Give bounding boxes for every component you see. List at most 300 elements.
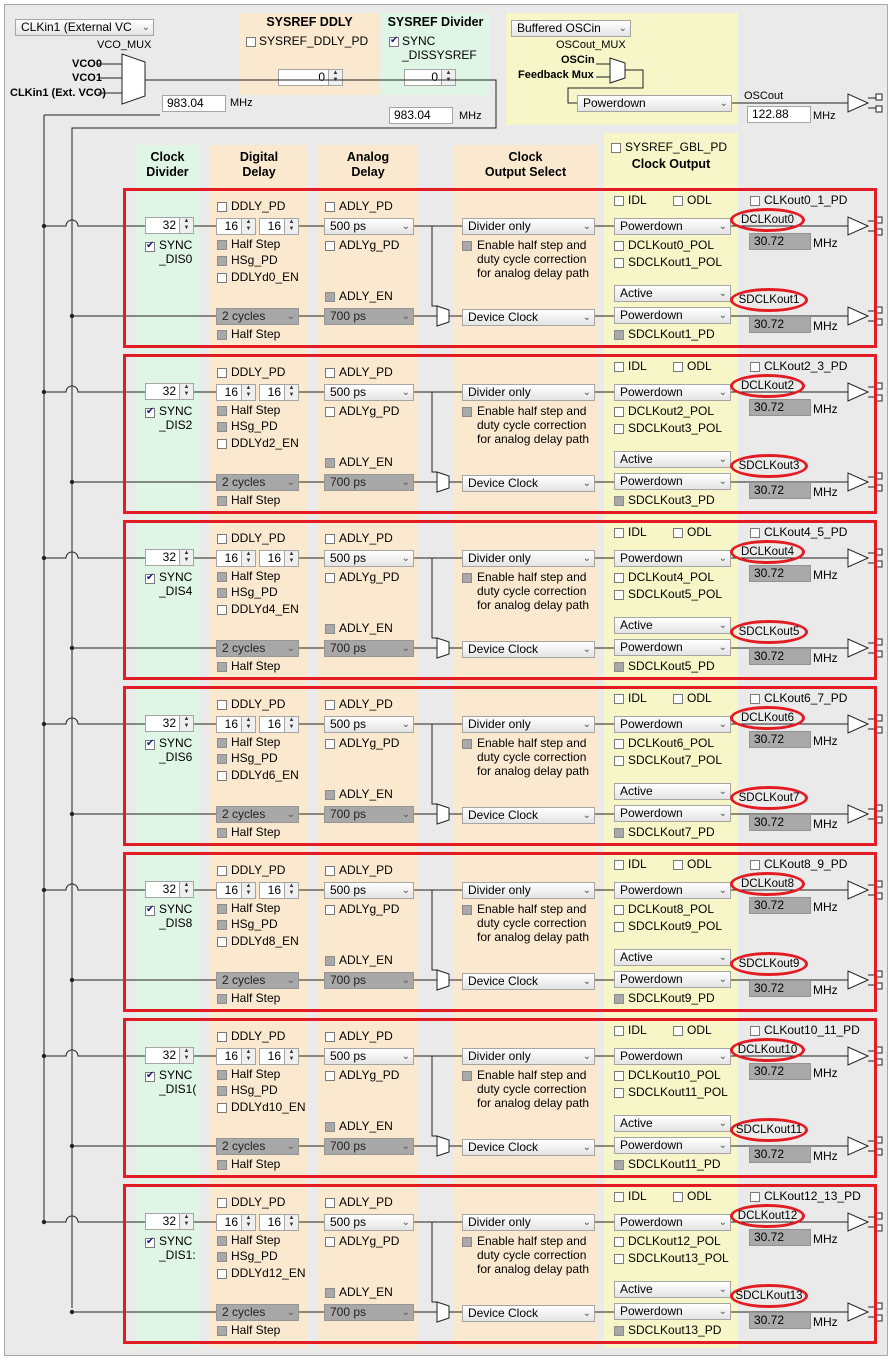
digital-delay-a-spinner[interactable] xyxy=(216,550,256,567)
dclk-pol-checkbox[interactable] xyxy=(614,739,624,749)
adly-pd-label: ADLY_PD xyxy=(339,199,393,213)
dclk-pol-checkbox[interactable] xyxy=(614,573,624,583)
idl-checkbox[interactable] xyxy=(614,1192,624,1202)
sync-dis-checkbox[interactable] xyxy=(145,242,155,252)
spinner-arrows-icon[interactable]: ▲ ▼ xyxy=(179,218,193,233)
dclk-pol-label: DCLKout8_POL xyxy=(628,902,715,916)
sdclk-format-select[interactable] xyxy=(614,307,731,324)
dclk-unit: MHz xyxy=(813,1232,838,1246)
cycles-select[interactable] xyxy=(216,1304,299,1321)
dclkout-label: DCLKout2 xyxy=(740,380,795,392)
chevron-down-icon: ⌄ xyxy=(718,808,727,819)
chevron-down-icon: ⌄ xyxy=(582,644,591,655)
dclk-format-select-value: Powerdown xyxy=(620,551,683,565)
sdclk-format-select[interactable] xyxy=(614,1137,731,1154)
clk-pd-label: CLKout0_1_PD xyxy=(764,193,848,207)
sdclk-pol-checkbox[interactable] xyxy=(614,1254,624,1264)
adlyg-pd-checkbox[interactable] xyxy=(325,241,335,251)
idl-checkbox[interactable] xyxy=(614,694,624,704)
digital-delay-b-spinner-value: 16 xyxy=(267,551,281,565)
dclkout-label: DCLKout8 xyxy=(740,878,795,890)
spinner-arrows-icon[interactable]: ▲ ▼ xyxy=(241,551,255,566)
adly-pd-checkbox[interactable] xyxy=(325,866,335,876)
buffered-oscin-value: Buffered OSCin xyxy=(517,21,601,35)
spinner-arrows-icon[interactable]: ▲ ▼ xyxy=(284,1049,298,1064)
adlyg-pd-label: ADLYg_PD xyxy=(339,1234,400,1248)
idl-checkbox[interactable] xyxy=(614,860,624,870)
sysref-output-select[interactable] xyxy=(462,1139,595,1156)
sdclk-format-select[interactable] xyxy=(614,971,731,988)
oscout-mux-label: OSCout_MUX xyxy=(556,39,626,51)
spinner-arrows-icon[interactable]: ▲ ▼ xyxy=(179,716,193,731)
chevron-down-icon: ⌄ xyxy=(718,1140,727,1151)
clk-pd-checkbox[interactable] xyxy=(750,528,760,538)
digital-delay-a-spinner[interactable] xyxy=(216,716,256,733)
clk-pd-label: CLKout8_9_PD xyxy=(764,857,848,871)
digital-delay-b-spinner[interactable] xyxy=(259,550,299,567)
ddly-pd-label: DDLY_PD xyxy=(231,863,286,877)
clock-divider-spinner[interactable] xyxy=(145,1047,194,1064)
adlyg-pd-checkbox[interactable] xyxy=(325,739,335,749)
adly-pd-checkbox[interactable] xyxy=(325,534,335,544)
sdclk-unit: MHz xyxy=(813,817,838,831)
digital-delay-b-spinner-value: 16 xyxy=(267,1215,281,1229)
sdclk-pd-checkbox xyxy=(614,662,624,672)
odl-label: ODL xyxy=(687,525,712,539)
vco-unit: MHz xyxy=(230,97,253,109)
idl-checkbox[interactable] xyxy=(614,196,624,206)
odl-checkbox[interactable] xyxy=(673,1192,683,1202)
sysref-output-select[interactable] xyxy=(462,1305,595,1322)
clock-output-select-value: Divider only xyxy=(468,883,531,897)
vco1-label: VCO1 xyxy=(72,72,102,84)
dclk-format-select-value: Powerdown xyxy=(620,219,683,233)
ddly-pd-checkbox[interactable] xyxy=(217,1032,227,1042)
cycles-select[interactable] xyxy=(216,474,299,491)
sync-dis-label: SYNC _DIS0 xyxy=(159,238,193,266)
sdclk-pol-checkbox[interactable] xyxy=(614,424,624,434)
digital-delay-b-spinner[interactable] xyxy=(259,1214,299,1231)
sdclk-pol-checkbox[interactable] xyxy=(614,922,624,932)
ddly-en-checkbox[interactable] xyxy=(217,937,227,947)
digital-delay-a-spinner[interactable] xyxy=(216,1214,256,1231)
analog-delay-select[interactable] xyxy=(324,1048,414,1065)
analog-delay-select-value: 500 ps xyxy=(330,219,367,233)
chevron-down-icon: ⌄ xyxy=(286,643,295,654)
spinner-arrows-icon[interactable]: ▲ ▼ xyxy=(241,1215,255,1230)
ddly-pd-checkbox[interactable] xyxy=(217,866,227,876)
sdclk-frequency: 30.72 xyxy=(749,316,811,333)
half-step-2-checkbox xyxy=(217,330,227,340)
sdclk-mode-select[interactable] xyxy=(614,285,731,302)
hsg-pd-label: HSg_PD xyxy=(231,917,278,931)
clock-divider-spinner[interactable] xyxy=(145,1213,194,1230)
adlyg-pd-checkbox[interactable] xyxy=(325,1071,335,1081)
ddly-pd-label: DDLY_PD xyxy=(231,531,286,545)
hsg-pd-label: HSg_PD xyxy=(231,1249,278,1263)
odl-checkbox[interactable] xyxy=(673,196,683,206)
enable-half-step-checkbox xyxy=(462,1071,472,1081)
ddly-pd-checkbox[interactable] xyxy=(217,368,227,378)
analog-delay-select[interactable] xyxy=(324,550,414,567)
odl-label: ODL xyxy=(687,193,712,207)
sysref-output-select[interactable] xyxy=(462,309,595,326)
adly-en-checkbox xyxy=(325,790,335,800)
ddly-en-label: DDLYd12_EN xyxy=(231,1266,306,1280)
chevron-down-icon: ⌄ xyxy=(718,719,727,730)
ddly-en-label: DDLYd6_EN xyxy=(231,768,299,782)
analog-delay-2-select[interactable] xyxy=(324,1138,414,1155)
dclk-pol-checkbox[interactable] xyxy=(614,1237,624,1247)
sdclk-pol-label: SDCLKout7_POL xyxy=(628,753,723,767)
spinner-arrows-icon[interactable]: ▲ ▼ xyxy=(179,882,193,897)
hsg-pd-checkbox xyxy=(217,1252,227,1262)
chevron-down-icon: ⌄ xyxy=(582,1142,591,1153)
sdclk-pd-checkbox xyxy=(614,496,624,506)
sdclk-format-select-value: Powerdown xyxy=(620,1138,683,1152)
cycles-select[interactable] xyxy=(216,806,299,823)
sdclk-unit: MHz xyxy=(813,651,838,665)
dclk-format-select[interactable] xyxy=(614,218,731,235)
adly-pd-checkbox[interactable] xyxy=(325,368,335,378)
analog-delay-select[interactable] xyxy=(324,882,414,899)
hsg-pd-checkbox xyxy=(217,256,227,266)
half-step-label: Half Step xyxy=(231,901,281,915)
sdclk-pol-checkbox[interactable] xyxy=(614,756,624,766)
oscout-mux-wire xyxy=(568,70,643,103)
clk-pd-checkbox[interactable] xyxy=(750,196,760,206)
dclk-format-select[interactable] xyxy=(614,882,731,899)
odl-checkbox[interactable] xyxy=(673,860,683,870)
clock-divider-spinner-value: 32 xyxy=(162,882,176,896)
digital-delay-a-spinner[interactable] xyxy=(216,384,256,401)
spinner-arrows-icon[interactable]: ▲ ▼ xyxy=(284,219,298,234)
idl-checkbox[interactable] xyxy=(614,1026,624,1036)
analog-delay-select-value: 500 ps xyxy=(330,1049,367,1063)
analog-delay-2-select-value: 700 ps xyxy=(330,807,367,821)
digital-delay-b-spinner[interactable] xyxy=(259,384,299,401)
dclk-pol-checkbox[interactable] xyxy=(614,407,624,417)
dclk-pol-checkbox[interactable] xyxy=(614,1071,624,1081)
chevron-down-icon: ⌄ xyxy=(582,810,591,821)
ddly-en-checkbox[interactable] xyxy=(217,273,227,283)
ddly-pd-checkbox[interactable] xyxy=(217,1198,227,1208)
ddly-en-checkbox[interactable] xyxy=(217,605,227,615)
half-step-checkbox xyxy=(217,406,227,416)
analog-delay-2-select[interactable] xyxy=(324,308,414,325)
analog-delay-2-select[interactable] xyxy=(324,1304,414,1321)
spinner-arrows-icon[interactable]: ▲ ▼ xyxy=(241,1049,255,1064)
sync-dis-checkbox[interactable] xyxy=(145,408,155,418)
sync-dis-checkbox[interactable] xyxy=(145,906,155,916)
half-step-2-checkbox xyxy=(217,1326,227,1336)
sdclk-pd-checkbox xyxy=(614,330,624,340)
digital-delay-a-spinner-value: 16 xyxy=(224,1049,238,1063)
adly-en-checkbox xyxy=(325,956,335,966)
chevron-down-icon: ⌄ xyxy=(286,1307,295,1318)
odl-label: ODL xyxy=(687,1023,712,1037)
clock-output-select[interactable] xyxy=(462,1214,595,1231)
digital-delay-a-spinner[interactable] xyxy=(216,218,256,235)
sdclk-pd-checkbox xyxy=(614,1326,624,1336)
sdclk-format-select[interactable] xyxy=(614,473,731,490)
idl-checkbox[interactable] xyxy=(614,362,624,372)
ddly-pd-label: DDLY_PD xyxy=(231,1029,286,1043)
sync-dis-label: SYNC _DIS1( xyxy=(159,1068,197,1096)
sdclkout-highlight xyxy=(730,620,808,644)
half-step-2-checkbox xyxy=(217,496,227,506)
analog-delay-select-value: 500 ps xyxy=(330,1215,367,1229)
sdclk-mode-select[interactable] xyxy=(614,783,731,800)
analog-delay-select[interactable] xyxy=(324,384,414,401)
adly-pd-checkbox[interactable] xyxy=(325,1032,335,1042)
spinner-arrows-icon[interactable]: ▲ ▼ xyxy=(441,70,455,85)
spinner-arrows-icon[interactable]: ▲ ▼ xyxy=(328,70,342,85)
cycles-select-value: 2 cycles xyxy=(222,309,266,323)
ddly-pd-label: DDLY_PD xyxy=(231,1195,286,1209)
clk-pd-checkbox[interactable] xyxy=(750,1026,760,1036)
ddly-en-label: DDLYd10_EN xyxy=(231,1100,306,1114)
sdclk-pol-label: SDCLKout3_POL xyxy=(628,421,723,435)
chevron-down-icon: ⌄ xyxy=(401,643,410,654)
spinner-arrows-icon[interactable]: ▲ ▼ xyxy=(179,1048,193,1063)
sdclk-format-select[interactable] xyxy=(614,805,731,822)
clock-output-select[interactable] xyxy=(462,550,595,567)
analog-delay-2-select[interactable] xyxy=(324,474,414,491)
chevron-down-icon: ⌄ xyxy=(718,387,727,398)
chevron-down-icon: ⌄ xyxy=(719,98,728,109)
adlyg-pd-label: ADLYg_PD xyxy=(339,238,400,252)
sdclk-frequency: 30.72 xyxy=(749,980,811,997)
sdclk-mode-select[interactable] xyxy=(614,617,731,634)
ddly-en-checkbox[interactable] xyxy=(217,1103,227,1113)
chevron-down-icon: ⌄ xyxy=(718,454,727,465)
sysref-unit: MHz xyxy=(459,110,482,122)
adly-en-checkbox xyxy=(325,1122,335,1132)
dclk-pol-checkbox[interactable] xyxy=(614,905,624,915)
sdclk-mode-select[interactable] xyxy=(614,949,731,966)
adly-en-label: ADLY_EN xyxy=(339,455,393,469)
spinner-arrows-icon[interactable]: ▲ ▼ xyxy=(179,384,193,399)
clock-divider-spinner[interactable] xyxy=(145,881,194,898)
chevron-down-icon: ⌄ xyxy=(401,719,410,730)
spinner-arrows-icon[interactable]: ▲ ▼ xyxy=(241,883,255,898)
clock-output-select[interactable] xyxy=(462,716,595,733)
spinner-arrows-icon[interactable]: ▲ ▼ xyxy=(284,883,298,898)
sysref-output-select[interactable] xyxy=(462,475,595,492)
sdclk-mode-select[interactable] xyxy=(614,1115,731,1132)
sync-dis-checkbox[interactable] xyxy=(145,1072,155,1082)
adlyg-pd-checkbox[interactable] xyxy=(325,573,335,583)
dclk-format-select[interactable] xyxy=(614,550,731,567)
cycles-select[interactable] xyxy=(216,972,299,989)
adly-pd-checkbox[interactable] xyxy=(325,1198,335,1208)
dclk-format-select[interactable] xyxy=(614,1214,731,1231)
sdclk-pd-label: SDCLKout7_PD xyxy=(628,825,715,839)
analog-delay-select[interactable] xyxy=(324,218,414,235)
clk-pd-checkbox[interactable] xyxy=(750,860,760,870)
adly-en-label: ADLY_EN xyxy=(339,787,393,801)
sdclk-mode-select-value: Active xyxy=(620,1282,653,1296)
analog-delay-select-value: 500 ps xyxy=(330,883,367,897)
dclk-pol-label: DCLKout6_POL xyxy=(628,736,715,750)
half-step-2-checkbox xyxy=(217,662,227,672)
chevron-down-icon: ⌄ xyxy=(718,885,727,896)
oscout-label: OSCout xyxy=(744,90,784,102)
adly-pd-checkbox[interactable] xyxy=(325,202,335,212)
clock-output-select[interactable] xyxy=(462,882,595,899)
analog-delay-2-select[interactable] xyxy=(324,640,414,657)
sync-dis-checkbox[interactable] xyxy=(145,1238,155,1248)
dclkout-highlight xyxy=(730,540,805,564)
dclk-format-select[interactable] xyxy=(614,1048,731,1065)
dclk-format-select[interactable] xyxy=(614,384,731,401)
adlyg-pd-checkbox[interactable] xyxy=(325,1237,335,1247)
spinner-arrows-icon[interactable]: ▲ ▼ xyxy=(284,385,298,400)
clock-output-select[interactable] xyxy=(462,384,595,401)
adly-pd-checkbox[interactable] xyxy=(325,700,335,710)
clock-divider-spinner[interactable] xyxy=(145,549,194,566)
chevron-down-icon: ⌄ xyxy=(718,553,727,564)
ddly-pd-checkbox[interactable] xyxy=(217,534,227,544)
sysref-frequency: 983.04 xyxy=(389,107,453,124)
spinner-arrows-icon[interactable]: ▲ ▼ xyxy=(179,550,193,565)
clock-divider-spinner[interactable] xyxy=(145,715,194,732)
adly-en-checkbox xyxy=(325,458,335,468)
sdclk-format-select[interactable] xyxy=(614,639,731,656)
chevron-down-icon: ⌄ xyxy=(718,310,727,321)
sysref-output-select-value: Device Clock xyxy=(468,1306,539,1320)
adly-en-label: ADLY_EN xyxy=(339,1119,393,1133)
sysref-output-select-value: Device Clock xyxy=(468,974,539,988)
ddly-pd-checkbox[interactable] xyxy=(217,202,227,212)
analog-delay-select-value: 500 ps xyxy=(330,385,367,399)
cycles-select-value: 2 cycles xyxy=(222,807,266,821)
spinner-arrows-icon[interactable]: ▲ ▼ xyxy=(284,1215,298,1230)
clock-output-select-value: Divider only xyxy=(468,1049,531,1063)
half-step-2-checkbox xyxy=(217,1160,227,1170)
ddly-en-checkbox[interactable] xyxy=(217,1269,227,1279)
clock-divider-spinner[interactable] xyxy=(145,383,194,400)
spinner-arrows-icon[interactable]: ▲ ▼ xyxy=(284,717,298,732)
odl-label: ODL xyxy=(687,857,712,871)
analog-delay-select[interactable] xyxy=(324,1214,414,1231)
cycles-select-value: 2 cycles xyxy=(222,641,266,655)
idl-checkbox[interactable] xyxy=(614,528,624,538)
clk-pd-checkbox[interactable] xyxy=(750,694,760,704)
digital-delay-b-spinner[interactable] xyxy=(259,1048,299,1065)
digital-delay-b-spinner[interactable] xyxy=(259,716,299,733)
clk-pd-checkbox[interactable] xyxy=(750,1192,760,1202)
chevron-down-icon: ⌄ xyxy=(718,786,727,797)
cycles-select-value: 2 cycles xyxy=(222,475,266,489)
spinner-arrows-icon[interactable]: ▲ ▼ xyxy=(241,219,255,234)
clock-output-select[interactable] xyxy=(462,1048,595,1065)
sync-dis-checkbox[interactable] xyxy=(145,740,155,750)
dclk-pol-label: DCLKout0_POL xyxy=(628,238,715,252)
analog-delay-2-select[interactable] xyxy=(324,972,414,989)
sdclk-mode-select-value: Active xyxy=(620,950,653,964)
chevron-down-icon: ⌄ xyxy=(401,975,410,986)
sdclk-frequency: 30.72 xyxy=(749,482,811,499)
oscout-frequency: 122.88 xyxy=(747,106,811,123)
sdclk-pd-label: SDCLKout9_PD xyxy=(628,991,715,1005)
sdclk-unit: MHz xyxy=(813,319,838,333)
clock-divider-spinner[interactable] xyxy=(145,217,194,234)
adlyg-pd-checkbox[interactable] xyxy=(325,905,335,915)
cycles-select[interactable] xyxy=(216,308,299,325)
cycles-select[interactable] xyxy=(216,1138,299,1155)
odl-checkbox[interactable] xyxy=(673,362,683,372)
dclk-format-select[interactable] xyxy=(614,716,731,733)
clk-pd-checkbox[interactable] xyxy=(750,362,760,372)
sdclk-pd-label: SDCLKout13_PD xyxy=(628,1323,722,1337)
digital-delay-a-spinner[interactable] xyxy=(216,1048,256,1065)
hsg-pd-checkbox xyxy=(217,422,227,432)
sdclk-unit: MHz xyxy=(813,1149,838,1163)
analog-delay-select[interactable] xyxy=(324,716,414,733)
odl-label: ODL xyxy=(687,359,712,373)
analog-delay-select-value: 500 ps xyxy=(330,551,367,565)
sdclk-pol-checkbox[interactable] xyxy=(614,590,624,600)
ddly-en-checkbox[interactable] xyxy=(217,771,227,781)
sdclk-pd-label: SDCLKout5_PD xyxy=(628,659,715,673)
cycles-select[interactable] xyxy=(216,640,299,657)
sdclk-mode-select[interactable] xyxy=(614,1281,731,1298)
ddly-pd-label: DDLY_PD xyxy=(231,365,286,379)
digital-delay-a-spinner[interactable] xyxy=(216,882,256,899)
chevron-down-icon: ⌄ xyxy=(401,1051,410,1062)
odl-checkbox[interactable] xyxy=(673,1026,683,1036)
ddly-en-label: DDLYd2_EN xyxy=(231,436,299,450)
spinner-arrows-icon[interactable]: ▲ ▼ xyxy=(241,717,255,732)
ddly-en-checkbox[interactable] xyxy=(217,439,227,449)
sdclk-pol-checkbox[interactable] xyxy=(614,258,624,268)
sdclk-format-select[interactable] xyxy=(614,1303,731,1320)
sync-dis-checkbox[interactable] xyxy=(145,574,155,584)
enable-half-step-label: Enable half step and duty cycle correction for analog delay path xyxy=(477,1068,590,1110)
ddly-en-label: DDLYd0_EN xyxy=(231,270,299,284)
clock-output-select[interactable] xyxy=(462,218,595,235)
half-step-label: Half Step xyxy=(231,735,281,749)
digital-delay-b-spinner-value: 16 xyxy=(267,717,281,731)
odl-checkbox[interactable] xyxy=(673,694,683,704)
dclkout-highlight xyxy=(730,706,805,730)
sysref-output-select[interactable] xyxy=(462,973,595,990)
sysref-output-select[interactable] xyxy=(462,807,595,824)
analog-delay-2-select-value: 700 ps xyxy=(330,1305,367,1319)
spinner-arrows-icon[interactable]: ▲ ▼ xyxy=(284,551,298,566)
adlyg-pd-checkbox[interactable] xyxy=(325,407,335,417)
digital-delay-b-spinner[interactable] xyxy=(259,218,299,235)
sysref-output-select[interactable] xyxy=(462,641,595,658)
dclk-pol-checkbox[interactable] xyxy=(614,241,624,251)
dclk-frequency: 30.72 xyxy=(749,565,811,582)
chevron-down-icon: ⌄ xyxy=(582,976,591,987)
spinner-arrows-icon[interactable]: ▲ ▼ xyxy=(179,1214,193,1229)
hsg-pd-checkbox xyxy=(217,588,227,598)
half-step-checkbox xyxy=(217,1236,227,1246)
odl-checkbox[interactable] xyxy=(673,528,683,538)
spinner-arrows-icon[interactable]: ▲ ▼ xyxy=(241,385,255,400)
sdclk-pol-checkbox[interactable] xyxy=(614,1088,624,1098)
chevron-down-icon: ⌄ xyxy=(582,885,591,896)
analog-delay-2-select[interactable] xyxy=(324,806,414,823)
ddly-pd-checkbox[interactable] xyxy=(217,700,227,710)
adly-pd-label: ADLY_PD xyxy=(339,1029,393,1043)
digital-delay-b-spinner[interactable] xyxy=(259,882,299,899)
sdclk-mode-select[interactable] xyxy=(614,451,731,468)
